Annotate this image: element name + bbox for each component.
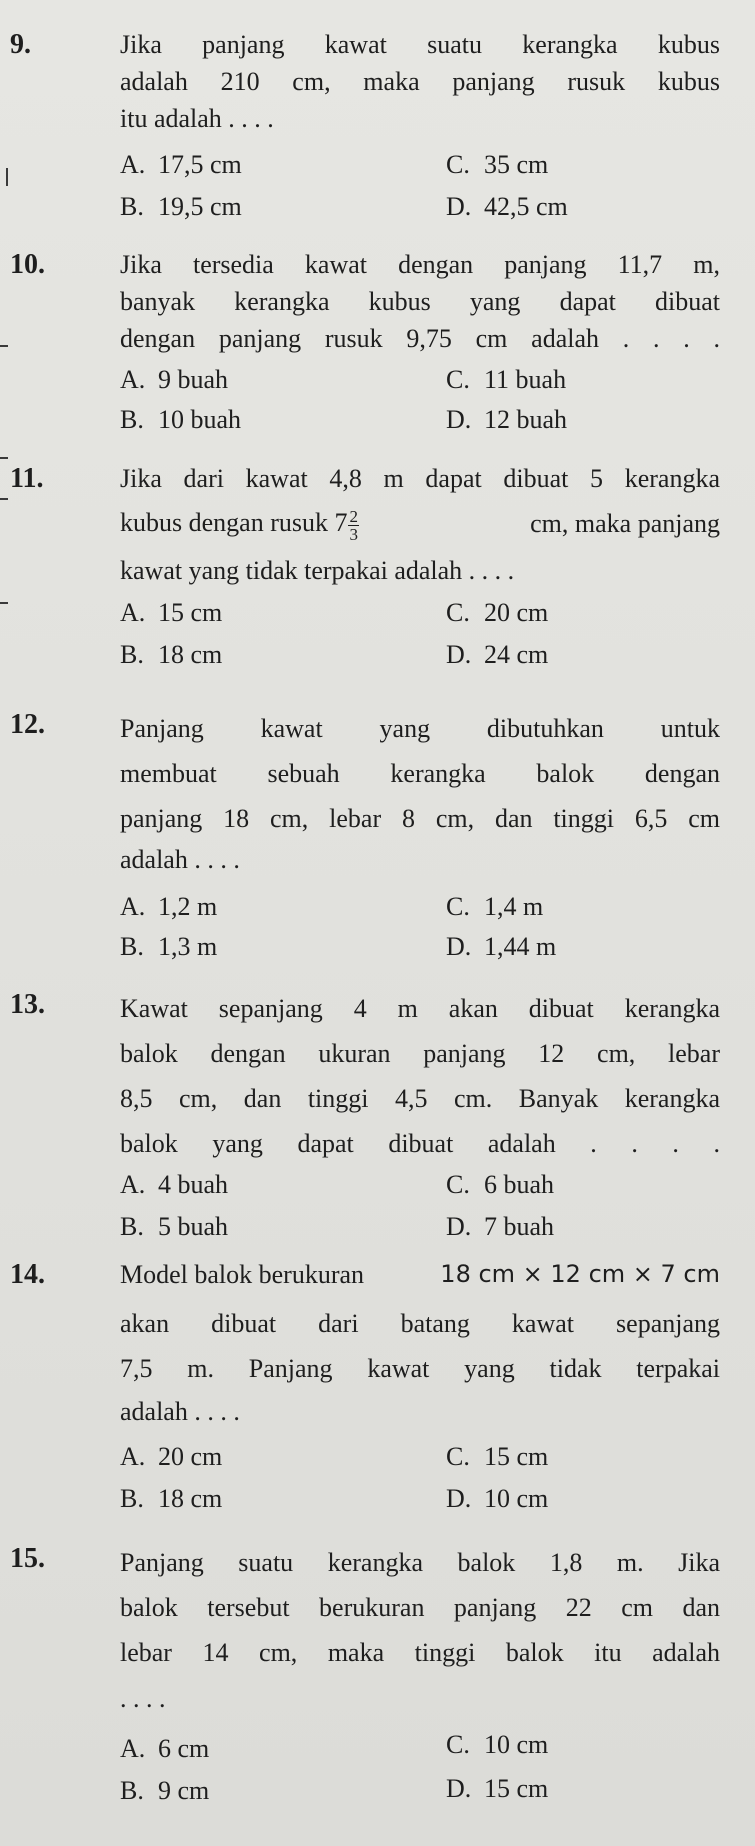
question-number: 10. [10,249,45,280]
question-text [120,1301,720,1391]
question-number: 15. [10,1543,45,1574]
option-d[interactable]: D. 24 cm [446,640,549,669]
margin-mark [0,345,8,347]
question-line-before: Model balok berukuran [120,1260,365,1289]
option-a[interactable]: A. 15 cm [120,598,223,627]
option-a[interactable]: A. 6 cm [120,1734,210,1763]
option-c-value: 11 buah [484,365,567,394]
option-a-value: 17,5 cm [158,150,242,179]
question-line: adalah 210 cm, maka panjang rusuk kubus [120,67,720,96]
question-text [120,1540,720,1675]
option-b-value: 19,5 cm [158,192,242,221]
option-a-value: 6 cm [158,1734,210,1763]
question-line: adalah . . . . [120,1397,240,1426]
fraction [348,508,359,543]
question-number: 9. [10,29,31,60]
question-number: 14. [10,1259,45,1290]
question-line: 8,5 cm, dan tinggi 4,5 cm. Banyak kerangka [120,1084,720,1113]
option-a[interactable]: A. 9 buah [120,365,229,394]
question-line-with-fraction [120,504,720,543]
option-d[interactable]: D. 1,44 m [446,932,557,961]
option-b[interactable]: B. 9 cm [120,1776,210,1805]
question-line: banyak kerangka kubus yang dapat dibuat [120,287,720,316]
option-c[interactable]: C. 35 cm [446,150,549,179]
question-line: Jika tersedia kawat dengan panjang 11,7 m, [120,250,720,279]
question-text [120,246,720,357]
option-c-value: 10 cm [484,1730,549,1759]
option-a[interactable]: A. 20 cm [120,1442,223,1471]
question-line: dengan panjang rusuk 9,75 cm adalah . . . . [120,324,720,353]
question-line: membuat sebuah kerangka balok dengan [120,759,720,788]
margin-mark [0,457,8,459]
option-b[interactable]: B. 10 buah [120,405,242,434]
question-text-last [120,1393,720,1430]
question-line: balok yang dapat dibuat adalah . . . . [120,1129,720,1158]
question-text [120,460,720,497]
question-text-last [120,841,720,878]
option-c-value: 1,4 m [484,892,544,921]
question-line: akan dibuat dari batang kawat sepanjang [120,1309,720,1338]
question-text [120,706,720,841]
option-d[interactable]: D. 42,5 cm [446,192,568,221]
margin-mark [0,602,8,604]
question-line: Panjang suatu kerangka balok 1,8 m. Jika [120,1548,720,1577]
question-number: 11. [10,463,44,494]
option-a[interactable]: A. 1,2 m [120,892,218,921]
option-d[interactable]: D. 12 buah [446,405,568,434]
question-line: panjang 18 cm, lebar 8 cm, dan tinggi 6,5 cm [120,804,720,833]
question-text-last [120,552,720,589]
option-d-value: 15 cm [484,1774,549,1803]
question-line: Kawat sepanjang 4 m akan dibuat kerangka [120,994,720,1023]
option-c[interactable]: C. 15 cm [446,1442,549,1471]
option-c-value: 35 cm [484,150,549,179]
option-b-value: 9 cm [158,1776,210,1805]
question-line: Jika dari kawat 4,8 m dapat dibuat 5 kerangka [120,464,720,493]
question-text-last [120,100,720,137]
dimension-expression: 18 cm × 12 cm × 7 cm [440,1260,720,1288]
margin-mark [6,168,8,186]
question-line: balok dengan ukuran panjang 12 cm, lebar [120,1039,720,1068]
option-a[interactable]: A. 17,5 cm [120,150,242,179]
option-a-value: 1,2 m [158,892,218,921]
question-line-before: kubus dengan rusuk 7 [120,508,348,537]
option-d-value: 7 buah [484,1212,555,1241]
option-c[interactable]: C. 1,4 m [446,892,544,921]
option-d[interactable]: D. 7 buah [446,1212,555,1241]
option-c[interactable]: C. 6 buah [446,1170,555,1199]
question-line: lebar 14 cm, maka tinggi balok itu adalah [120,1638,720,1667]
question-text-last [120,1680,720,1717]
fraction-numerator: 2 [349,506,358,526]
option-c-value: 6 buah [484,1170,555,1199]
question-line: itu adalah . . . . [120,104,274,133]
option-c[interactable]: C. 11 buah [446,365,567,394]
option-d-value: 10 cm [484,1484,549,1513]
option-d[interactable]: D. 15 cm [446,1774,549,1803]
option-b-value: 5 buah [158,1212,229,1241]
question-line: balok tersebut berukuran panjang 22 cm dan [120,1593,720,1622]
option-c[interactable]: C. 10 cm [446,1730,549,1759]
option-d[interactable]: D. 10 cm [446,1484,549,1513]
question-line: Jika panjang kawat suatu kerangka kubus [120,30,720,59]
option-b[interactable]: B. 19,5 cm [120,192,242,221]
option-a-value: 4 buah [158,1170,229,1199]
question-line: . . . . [120,1684,166,1713]
option-b[interactable]: B. 1,3 m [120,932,218,961]
option-b[interactable]: B. 18 cm [120,640,223,669]
option-a-value: 20 cm [158,1442,223,1471]
question-number: 12. [10,709,45,740]
question-line-with-math [120,1256,720,1293]
option-c-value: 15 cm [484,1442,549,1471]
option-a-value: 15 cm [158,598,223,627]
option-b[interactable]: B. 18 cm [120,1484,223,1513]
option-d-value: 1,44 m [484,932,557,961]
option-b-value: 18 cm [158,1484,223,1513]
option-b-value: 1,3 m [158,932,218,961]
option-d-value: 12 buah [484,405,568,434]
option-a-value: 9 buah [158,365,229,394]
option-c-value: 20 cm [484,598,549,627]
option-b-value: 18 cm [158,640,223,669]
margin-mark [0,498,8,500]
option-b-value: 10 buah [158,405,242,434]
option-b[interactable]: B. 5 buah [120,1212,229,1241]
question-line-part [120,504,362,543]
question-number: 13. [10,989,45,1020]
option-d-value: 24 cm [484,640,549,669]
question-line: kawat yang tidak terpakai adalah . . . . [120,556,515,585]
option-a[interactable]: A. 4 buah [120,1170,229,1199]
question-line: 7,5 m. Panjang kawat yang tidak terpakai [120,1354,720,1383]
option-c[interactable]: C. 20 cm [446,598,549,627]
question-text [120,986,720,1166]
question-text [120,26,720,100]
question-line: Panjang kawat yang dibutuhkan untuk [120,714,720,743]
question-line-after: cm, maka panjang [530,508,720,538]
fraction-denominator: 3 [349,524,358,544]
option-d-value: 42,5 cm [484,192,568,221]
question-line: adalah . . . . [120,845,240,874]
